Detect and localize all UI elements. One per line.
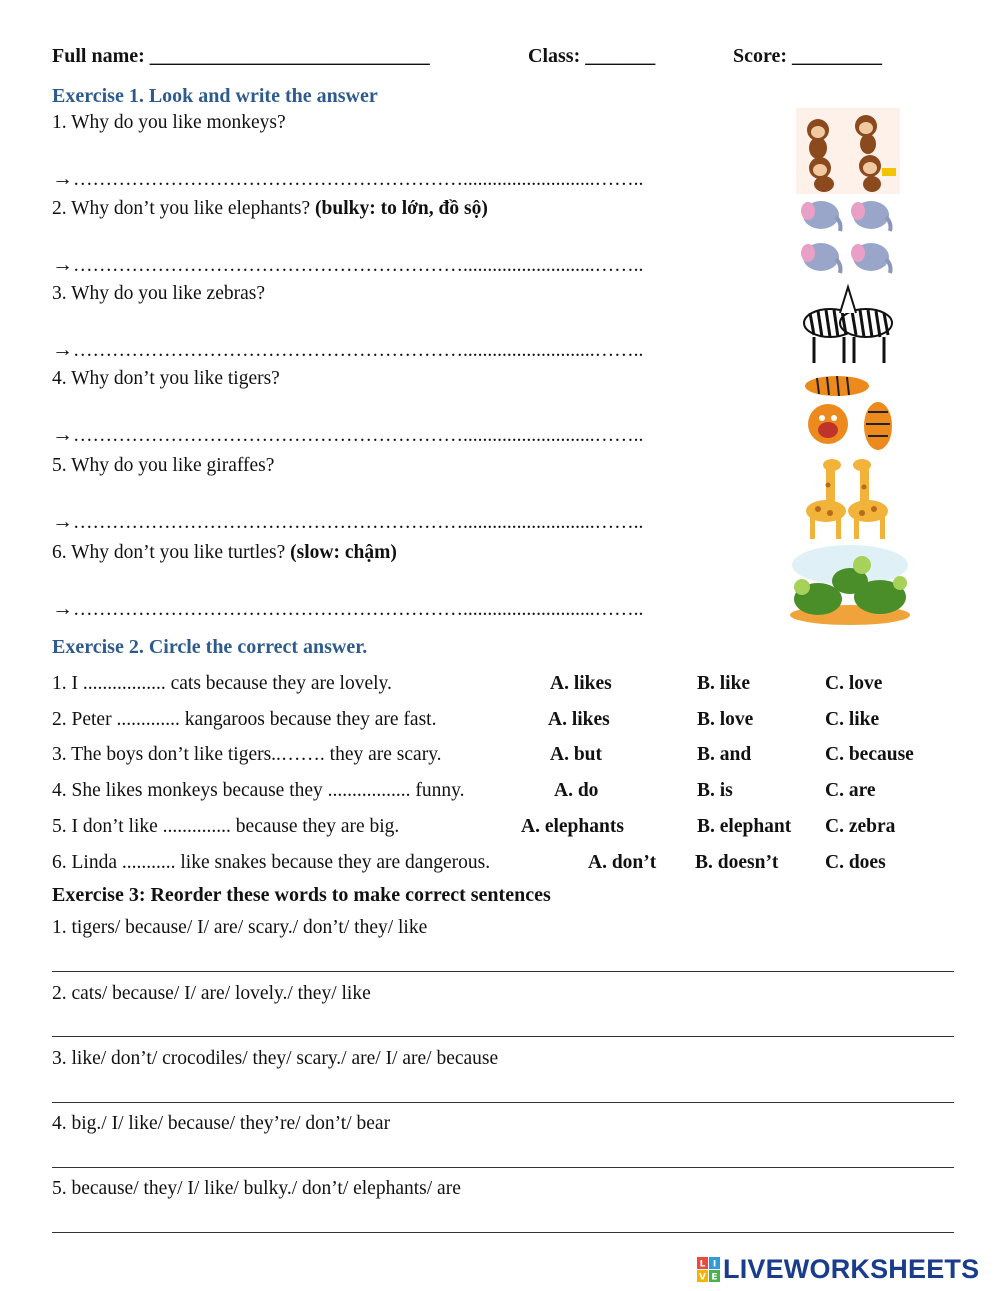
question-text: 5. Why do you like giraffes?	[52, 455, 275, 476]
writing-line-5[interactable]	[52, 1232, 954, 1233]
answer-line-4[interactable]	[52, 422, 643, 447]
question-5	[52, 455, 274, 477]
question-text: 4. Why don’t you like tigers?	[52, 368, 280, 389]
option-c[interactable]: C. like	[825, 709, 880, 730]
option-b[interactable]: B. doesn’t	[695, 852, 779, 873]
mc-question-4: 4. She likes monkeys because they ................. funny.	[52, 780, 465, 801]
question-text: 1. Why do you like monkeys?	[52, 112, 286, 133]
logo-letter: I	[712, 1259, 717, 1270]
writing-line-3[interactable]	[52, 1102, 954, 1103]
answer-dots: ……………………………………………………...........................……..	[73, 599, 644, 620]
question-1	[52, 112, 286, 134]
reorder-item-4: 4. big./ I/ like/ because/ they’re/ don’t/ bear	[52, 1113, 391, 1134]
answer-line-6[interactable]	[52, 596, 643, 621]
writing-line-4[interactable]	[52, 1167, 954, 1168]
mc-question-6: 6. Linda ........... like snakes because they are dangerous.	[52, 852, 491, 873]
option-a[interactable]: A. likes	[548, 709, 610, 730]
exercise-2-title: Exercise 2. Circle the correct answer.	[52, 636, 368, 658]
full-name-field[interactable]: Full name: ____________________________	[52, 45, 430, 67]
giraffes-picture	[798, 455, 898, 541]
reorder-item-1: 1. tigers/ because/ I/ are/ scary./ don’t/ they/ like	[52, 917, 428, 938]
answer-line-5[interactable]	[52, 509, 643, 534]
score-field[interactable]: Score: _________	[733, 45, 883, 67]
reorder-item-3: 3. like/ don’t/ crocodiles/ they/ scary./ are/ I/ are/ because	[52, 1048, 499, 1069]
option-c[interactable]: C. are	[825, 780, 876, 801]
logo-letter: L	[699, 1259, 706, 1270]
reorder-item-2: 2. cats/ because/ I/ are/ lovely./ they/ like	[52, 983, 371, 1004]
turtles-picture	[788, 543, 912, 627]
question-text: 3. Why do you like zebras?	[52, 283, 265, 304]
answer-dots: ……………………………………………………...........................……..	[73, 255, 644, 276]
option-b[interactable]: B. elephant	[697, 816, 792, 837]
logo-letter: V	[699, 1272, 706, 1283]
option-a[interactable]: A. elephants	[521, 816, 624, 837]
arrow-icon: →	[52, 596, 73, 620]
mc-question-1: 1. I ................. cats because they are lovely.	[52, 673, 392, 694]
option-c[interactable]: C. does	[825, 852, 886, 873]
arrow-icon: →	[52, 422, 73, 446]
question-text: 2. Why don’t you like elephants?	[52, 198, 316, 219]
logo-letter: E	[711, 1272, 718, 1283]
exercise-1-title: Exercise 1. Look and write the answer	[52, 85, 378, 107]
option-a[interactable]: A. likes	[550, 673, 612, 694]
exercise-3-title: Exercise 3: Reorder these words to make correct sentences	[52, 884, 551, 906]
answer-line-2[interactable]	[52, 252, 643, 277]
reorder-item-5: 5. because/ they/ I/ like/ bulky./ don’t/ elephants/ are	[52, 1178, 461, 1199]
question-text: 6. Why don’t you like turtles?	[52, 542, 291, 563]
answer-line-3[interactable]	[52, 337, 643, 362]
zebras-picture	[800, 281, 898, 365]
mc-question-5: 5. I don’t like .............. because they are big.	[52, 816, 400, 837]
writing-line-1[interactable]	[52, 971, 954, 972]
answer-line-1[interactable]	[52, 166, 643, 191]
arrow-icon: →	[52, 252, 73, 276]
arrow-icon: →	[52, 337, 73, 361]
question-6	[52, 542, 397, 564]
class-field[interactable]: Class: _______	[528, 45, 656, 67]
answer-dots: ……………………………………………………...........................……..	[73, 340, 644, 361]
answer-dots: ……………………………………………………...........................……..	[73, 512, 644, 533]
mc-question-3: 3. The boys don’t like tigers..……. they are scary.	[52, 744, 442, 765]
logo-blocks-icon	[697, 1257, 721, 1283]
writing-line-2[interactable]	[52, 1036, 954, 1037]
elephants-picture	[796, 195, 900, 279]
option-a[interactable]: A. but	[550, 744, 603, 765]
option-b[interactable]: B. like	[697, 673, 751, 694]
question-note: (bulky: to lớn, đồ sộ)	[315, 198, 488, 219]
option-c[interactable]: C. love	[825, 673, 883, 694]
option-c[interactable]: C. because	[825, 744, 914, 765]
tigers-picture	[792, 368, 904, 454]
answer-dots: ……………………………………………………...........................……..	[73, 169, 644, 190]
option-a[interactable]: A. don’t	[588, 852, 657, 873]
monkeys-picture	[796, 108, 900, 194]
logo-wordmark: LIVEWORKSHEETS	[723, 1254, 980, 1284]
option-a[interactable]: A. do	[554, 780, 599, 801]
question-3	[52, 283, 265, 305]
arrow-icon: →	[52, 509, 73, 533]
question-note: (slow: chậm)	[290, 542, 397, 563]
question-2	[52, 198, 488, 220]
option-c[interactable]: C. zebra	[825, 816, 896, 837]
answer-dots: ……………………………………………………...........................……..	[73, 425, 644, 446]
mc-question-2: 2. Peter ............. kangaroos because they are fast.	[52, 709, 437, 730]
question-4	[52, 368, 280, 390]
option-b[interactable]: B. and	[697, 744, 752, 765]
arrow-icon: →	[52, 166, 73, 190]
option-b[interactable]: B. love	[697, 709, 754, 730]
option-b[interactable]: B. is	[697, 780, 733, 801]
